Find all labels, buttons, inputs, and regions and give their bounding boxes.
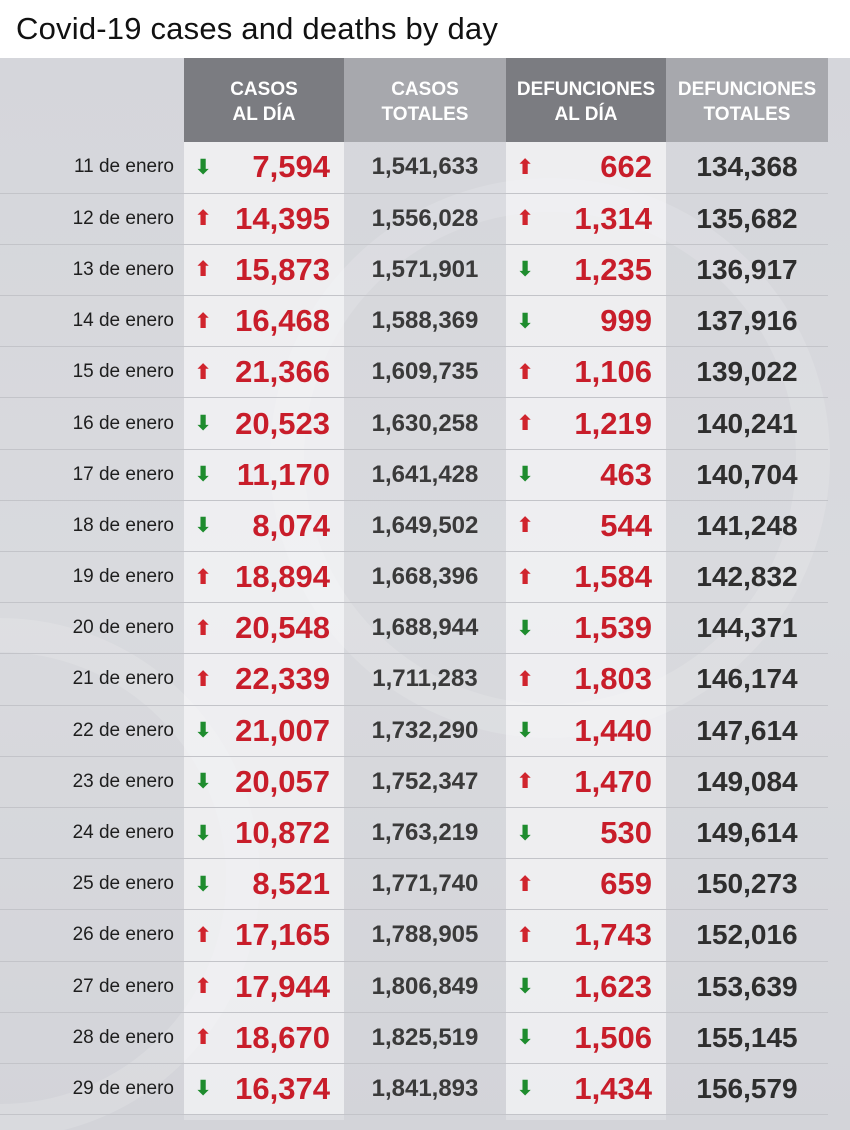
cases-day-cell <box>184 603 344 654</box>
cases-day-cell <box>184 1063 344 1114</box>
row-date: 14 de enero <box>0 296 184 347</box>
deaths-day-value: 544 <box>600 507 652 543</box>
deaths-total-value: 140,241 <box>666 398 828 449</box>
deaths-total-value: 153,639 <box>666 961 828 1012</box>
deaths-day-cell <box>506 552 666 603</box>
arrow-up-icon: ⬆ <box>516 360 534 384</box>
header-defunciones-al-dia: DEFUNCIONES AL DÍA <box>506 58 666 142</box>
cases-total-value: 1,771,740 <box>344 859 506 910</box>
arrow-down-icon: ⬇ <box>516 821 534 845</box>
arrow-down-icon: ⬇ <box>194 155 212 179</box>
arrow-down-icon: ⬇ <box>516 616 534 640</box>
cases-total-value: 1,688,944 <box>344 603 506 654</box>
table-panel <box>0 58 850 1130</box>
arrow-down-icon: ⬇ <box>194 514 212 538</box>
row-date: 13 de enero <box>0 244 184 295</box>
deaths-day-cell <box>506 654 666 705</box>
header-casos-al-dia: CASOS AL DÍA <box>184 58 344 142</box>
deaths-total-value: 140,704 <box>666 449 828 500</box>
deaths-total-value: 156,579 <box>666 1063 828 1114</box>
arrow-down-icon: ⬇ <box>194 412 212 436</box>
arrow-up-icon: ⬆ <box>516 872 534 896</box>
deaths-day-value: 1,314 <box>574 200 652 236</box>
table-row <box>0 449 828 500</box>
table-row <box>0 961 828 1012</box>
cases-day-value: 20,548 <box>235 610 330 646</box>
table-row <box>0 552 828 603</box>
arrow-up-icon: ⬆ <box>516 770 534 794</box>
row-date: 15 de enero <box>0 347 184 398</box>
deaths-day-value: 1,235 <box>574 251 652 287</box>
cases-day-cell <box>184 142 344 193</box>
cases-total-value: 1,609,735 <box>344 347 506 398</box>
arrow-up-icon: ⬆ <box>516 667 534 691</box>
table-row <box>0 859 828 910</box>
deaths-day-value: 1,440 <box>574 712 652 748</box>
deaths-day-cell <box>506 347 666 398</box>
arrow-down-icon: ⬇ <box>516 719 534 743</box>
cases-total-value: 1,541,633 <box>344 142 506 193</box>
deaths-day-cell <box>506 756 666 807</box>
deaths-day-cell <box>506 1012 666 1063</box>
header-defunciones-totales: DEFUNCIONES TOTALES <box>666 58 828 142</box>
deaths-day-cell <box>506 449 666 500</box>
row-date: 16 de enero <box>0 398 184 449</box>
deaths-total-value: 144,371 <box>666 603 828 654</box>
arrow-up-icon: ⬆ <box>194 258 212 282</box>
cases-day-cell <box>184 807 344 858</box>
deaths-day-cell <box>506 961 666 1012</box>
cases-day-cell <box>184 449 344 500</box>
deaths-day-value: 662 <box>600 149 652 185</box>
deaths-day-cell <box>506 193 666 244</box>
cases-day-value: 14,395 <box>235 200 330 236</box>
row-date: 22 de enero <box>0 705 184 756</box>
cases-day-cell <box>184 910 344 961</box>
table-row <box>0 654 828 705</box>
cases-total-value: 1,668,396 <box>344 552 506 603</box>
cases-day-value: 15,873 <box>235 251 330 287</box>
cases-total-value: 1,649,502 <box>344 500 506 551</box>
deaths-day-value: 463 <box>600 456 652 492</box>
deaths-day-cell <box>506 244 666 295</box>
cases-total-value: 1,825,519 <box>344 1012 506 1063</box>
deaths-day-value: 1,506 <box>574 1019 652 1055</box>
deaths-day-value: 1,584 <box>574 559 652 595</box>
row-date: 26 de enero <box>0 910 184 961</box>
cases-day-cell <box>184 347 344 398</box>
deaths-total-value: 135,682 <box>666 193 828 244</box>
deaths-day-value: 659 <box>600 866 652 902</box>
arrow-up-icon: ⬆ <box>516 923 534 947</box>
cases-day-value: 22,339 <box>235 661 330 697</box>
arrow-up-icon: ⬆ <box>194 616 212 640</box>
deaths-day-cell <box>506 859 666 910</box>
cases-day-cell <box>184 756 344 807</box>
arrow-up-icon: ⬆ <box>194 565 212 589</box>
row-date: 23 de enero <box>0 756 184 807</box>
deaths-total-value: 149,614 <box>666 807 828 858</box>
row-date: 25 de enero <box>0 859 184 910</box>
cases-day-cell <box>184 859 344 910</box>
table-row <box>0 705 828 756</box>
cases-day-value: 18,670 <box>235 1019 330 1055</box>
arrow-up-icon: ⬆ <box>194 923 212 947</box>
cases-day-value: 20,523 <box>235 405 330 441</box>
deaths-day-cell <box>506 807 666 858</box>
arrow-down-icon: ⬇ <box>194 872 212 896</box>
deaths-day-cell <box>506 705 666 756</box>
cases-day-cell <box>184 961 344 1012</box>
arrow-down-icon: ⬇ <box>516 463 534 487</box>
deaths-total-value: 134,368 <box>666 142 828 193</box>
deaths-total-value: 146,174 <box>666 654 828 705</box>
deaths-day-value: 1,743 <box>574 917 652 953</box>
deaths-total-value: 152,016 <box>666 910 828 961</box>
deaths-total-value: 137,916 <box>666 296 828 347</box>
arrow-up-icon: ⬆ <box>516 412 534 436</box>
cases-day-cell <box>184 705 344 756</box>
deaths-day-cell <box>506 142 666 193</box>
table-body <box>0 142 828 1115</box>
cases-total-value: 1,752,347 <box>344 756 506 807</box>
cases-total-value: 1,556,028 <box>344 193 506 244</box>
cases-day-value: 21,366 <box>235 354 330 390</box>
deaths-day-value: 1,106 <box>574 354 652 390</box>
deaths-day-value: 1,623 <box>574 968 652 1004</box>
cases-day-value: 18,894 <box>235 559 330 595</box>
deaths-total-value: 139,022 <box>666 347 828 398</box>
arrow-down-icon: ⬇ <box>516 258 534 282</box>
cases-day-cell <box>184 398 344 449</box>
deaths-day-cell <box>506 398 666 449</box>
table-row <box>0 347 828 398</box>
cases-day-value: 17,944 <box>235 968 330 1004</box>
deaths-total-value: 142,832 <box>666 552 828 603</box>
cases-day-value: 8,521 <box>252 866 330 902</box>
table-row <box>0 244 828 295</box>
cases-total-value: 1,788,905 <box>344 910 506 961</box>
table-row <box>0 500 828 551</box>
arrow-up-icon: ⬆ <box>194 207 212 231</box>
cases-day-cell <box>184 1012 344 1063</box>
row-date: 18 de enero <box>0 500 184 551</box>
deaths-total-value: 149,084 <box>666 756 828 807</box>
deaths-day-value: 1,470 <box>574 763 652 799</box>
row-date: 27 de enero <box>0 961 184 1012</box>
cases-day-cell <box>184 244 344 295</box>
arrow-down-icon: ⬇ <box>516 975 534 999</box>
cases-day-cell <box>184 552 344 603</box>
arrow-down-icon: ⬇ <box>194 463 212 487</box>
deaths-day-cell <box>506 296 666 347</box>
deaths-total-value: 141,248 <box>666 500 828 551</box>
row-date: 19 de enero <box>0 552 184 603</box>
arrow-up-icon: ⬆ <box>194 309 212 333</box>
cases-day-value: 10,872 <box>235 815 330 851</box>
deaths-day-cell <box>506 910 666 961</box>
table-row <box>0 1063 828 1114</box>
arrow-up-icon: ⬆ <box>516 207 534 231</box>
deaths-day-value: 1,803 <box>574 661 652 697</box>
cases-day-value: 7,594 <box>252 149 330 185</box>
arrow-down-icon: ⬇ <box>516 309 534 333</box>
deaths-day-value: 1,539 <box>574 610 652 646</box>
deaths-total-value: 136,917 <box>666 244 828 295</box>
arrow-down-icon: ⬇ <box>194 1077 212 1101</box>
cases-total-value: 1,841,893 <box>344 1063 506 1114</box>
chart-title: Covid-19 cases and deaths by day <box>0 0 850 58</box>
deaths-total-value: 155,145 <box>666 1012 828 1063</box>
cases-day-value: 8,074 <box>252 507 330 543</box>
header-casos-totales: CASOS TOTALES <box>344 58 506 142</box>
arrow-up-icon: ⬆ <box>516 155 534 179</box>
arrow-up-icon: ⬆ <box>194 360 212 384</box>
cases-day-cell <box>184 500 344 551</box>
table-row <box>0 1012 828 1063</box>
deaths-day-value: 1,434 <box>574 1070 652 1106</box>
deaths-day-cell <box>506 603 666 654</box>
cases-total-value: 1,588,369 <box>344 296 506 347</box>
cases-total-value: 1,711,283 <box>344 654 506 705</box>
arrow-down-icon: ⬇ <box>194 821 212 845</box>
cases-total-value: 1,630,258 <box>344 398 506 449</box>
arrow-up-icon: ⬆ <box>194 1026 212 1050</box>
cases-total-value: 1,806,849 <box>344 961 506 1012</box>
deaths-total-value: 150,273 <box>666 859 828 910</box>
cases-day-value: 11,170 <box>236 456 330 492</box>
row-date: 11 de enero <box>0 142 184 193</box>
row-date: 20 de enero <box>0 603 184 654</box>
table-row <box>0 296 828 347</box>
table-header-row <box>0 58 828 142</box>
arrow-up-icon: ⬆ <box>194 667 212 691</box>
deaths-day-value: 1,219 <box>574 405 652 441</box>
deaths-day-value: 999 <box>600 303 652 339</box>
table-row <box>0 756 828 807</box>
cases-total-value: 1,571,901 <box>344 244 506 295</box>
deaths-day-value: 530 <box>600 815 652 851</box>
cases-day-value: 16,468 <box>235 303 330 339</box>
arrow-up-icon: ⬆ <box>516 514 534 538</box>
cases-day-cell <box>184 296 344 347</box>
table-row <box>0 603 828 654</box>
cases-day-value: 21,007 <box>235 712 330 748</box>
row-date: 29 de enero <box>0 1063 184 1114</box>
row-date: 28 de enero <box>0 1012 184 1063</box>
cases-day-value: 16,374 <box>235 1070 330 1106</box>
row-date: 24 de enero <box>0 807 184 858</box>
row-date: 12 de enero <box>0 193 184 244</box>
deaths-day-cell <box>506 500 666 551</box>
arrow-down-icon: ⬇ <box>194 770 212 794</box>
cases-deaths-table <box>0 58 828 1115</box>
cases-day-cell <box>184 654 344 705</box>
cases-day-value: 17,165 <box>235 917 330 953</box>
row-date: 21 de enero <box>0 654 184 705</box>
cases-day-value: 20,057 <box>235 763 330 799</box>
arrow-down-icon: ⬇ <box>516 1026 534 1050</box>
arrow-up-icon: ⬆ <box>516 565 534 589</box>
date-column-header <box>0 58 184 142</box>
deaths-day-cell <box>506 1063 666 1114</box>
table-row <box>0 807 828 858</box>
cases-total-value: 1,732,290 <box>344 705 506 756</box>
arrow-up-icon: ⬆ <box>194 975 212 999</box>
arrow-down-icon: ⬇ <box>516 1077 534 1101</box>
table-row <box>0 910 828 961</box>
table-row <box>0 398 828 449</box>
table-row <box>0 193 828 244</box>
cases-day-cell <box>184 193 344 244</box>
arrow-down-icon: ⬇ <box>194 719 212 743</box>
table-row <box>0 142 828 193</box>
row-date: 17 de enero <box>0 449 184 500</box>
cases-total-value: 1,763,219 <box>344 807 506 858</box>
cases-total-value: 1,641,428 <box>344 449 506 500</box>
deaths-total-value: 147,614 <box>666 705 828 756</box>
